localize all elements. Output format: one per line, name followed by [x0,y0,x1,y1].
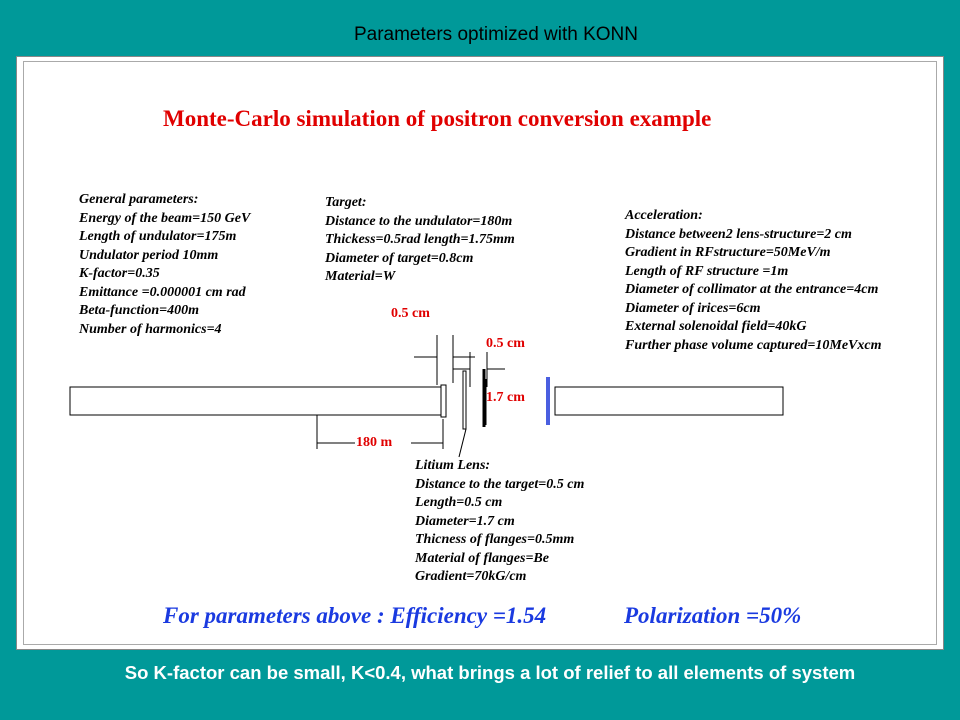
general-heading: General parameters: [79,192,199,207]
acceleration-line: Length of RF structure =1m [625,263,789,279]
lithium-lens-element [463,371,466,429]
acceleration-line: Gradient in RFstructure=50MeV/m [625,245,831,260]
acceleration-line: External solenoidal field=40kG [625,319,807,334]
target-line: Thickess=0.5rad length=1.75mm [325,232,515,247]
general-line: Beta-function=400m [79,303,199,318]
dimension-label: 0.5 cm [391,306,430,321]
acceleration-line: Distance between2 lens-structure=2 cm [625,226,852,242]
acceleration-line: Diameter of irices=6cm [625,300,761,316]
target-line: Diameter of target=0.8cm [325,250,474,266]
lens-line: Material of flanges=Be [415,550,549,566]
lens-line: Gradient=70kG/cm [415,569,527,584]
diagram-panel [16,56,944,650]
dimension-label: 180 m [356,435,393,450]
general-line: Emittance =0.000001 cm rad [79,284,246,300]
polarization-result: Polarization =50% [624,603,802,628]
general-line: Number of harmonics=4 [79,321,222,337]
acceleration-heading: Acceleration: [625,208,703,223]
dimension-label: 0.5 cm [486,336,525,351]
lens-line: Thicness of flanges=0.5mm [415,532,575,547]
accelerator-pipe [555,387,783,415]
target-element [441,385,446,417]
beamline-schematic [17,57,945,651]
general-line: K-factor=0.35 [79,266,160,281]
lens-line: Length=0.5 cm [415,495,503,510]
lens-line: Distance to the target=0.5 cm [415,476,585,492]
slide-footer: So K-factor can be small, K<0.4, what brings a lot of relief to all elements of system [124,662,856,683]
target-line: Distance to the undulator=180m [325,213,513,229]
target-heading: Target: [325,195,367,210]
acceleration-line: Further phase volume captured=10MeVxcm [625,337,882,353]
general-line: Undulator period 10mm [79,247,219,263]
lens-heading: Litium Lens: [415,458,491,473]
general-line: Energy of the beam=150 GeV [79,210,251,226]
efficiency-result: For parameters above : Efficiency =1.54 [163,603,547,628]
lens-leader [459,429,466,457]
target-line: Material=W [325,269,396,284]
dimension-label: 1.7 cm [486,390,525,405]
undulator-pipe [70,387,441,415]
general-line: Length of undulator=175m [79,229,237,244]
diagram-title: Monte-Carlo simulation of positron conversion example [163,106,712,131]
acceleration-line: Diameter of collimator at the entrance=4cm [625,282,879,297]
slide-title: Parameters optimized with KONN [353,24,639,45]
lens-line: Diameter=1.7 cm [415,513,515,529]
